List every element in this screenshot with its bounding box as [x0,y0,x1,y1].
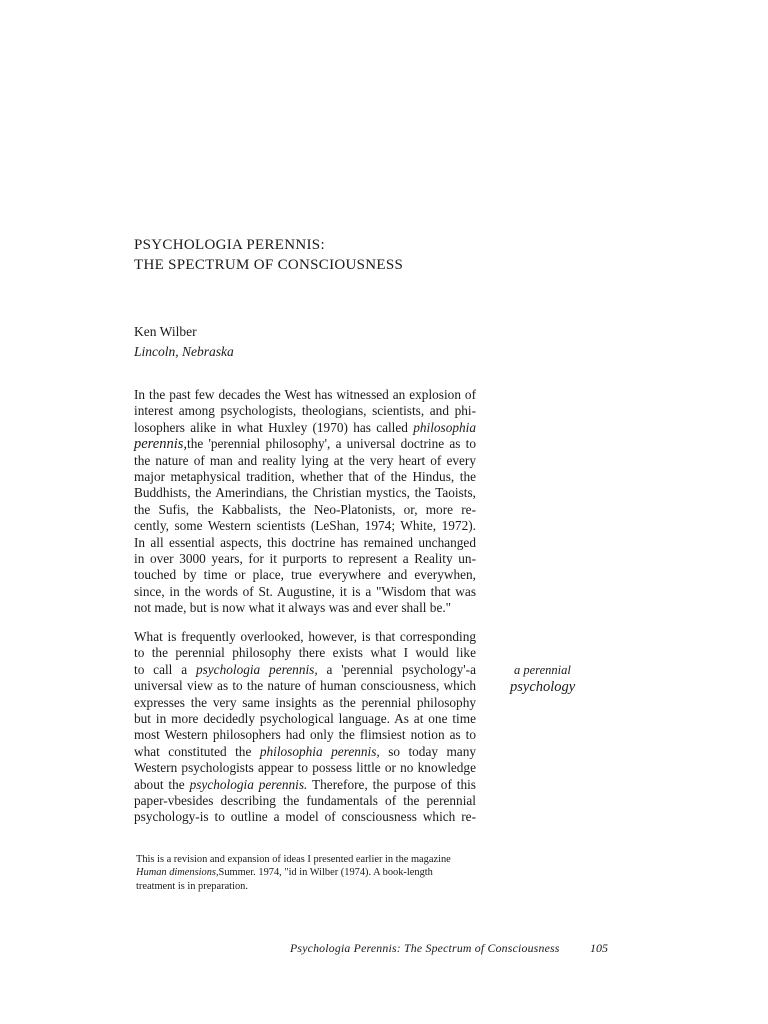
text-line: perennis,the 'perennial philosophy', a universal doctrine as to [134,436,476,453]
text-line: paper-vbesides describing the fundamentals of the perennial [134,793,476,809]
text-line: what constituted the philosophia perennis, so today many [134,743,477,759]
text-line: Western psychologists appear to possess little or no knowledge [134,760,476,776]
text-line: cently, some Western scientists (LeShan, 1974; White, 1972). [134,518,476,534]
text-line: to the perennial philosophy there exists what I would like [134,645,476,661]
running-footer: Psychologia Perennis: The Spectrum of Consciousness [290,941,560,955]
text-line: to call a psychologia perennis, a 'perennial psychology'-a [134,661,476,677]
paragraph-2 [134,629,476,826]
author-affiliation: Lincoln, Nebraska [134,344,234,359]
paragraph-1 [134,387,476,617]
text-line: the nature of man and reality lying at the very heart of every [134,452,476,468]
margin-note [510,662,640,696]
title-line-1: PSYCHOLOGIA PERENNIS: [134,237,325,253]
text-line: since, in the words of St. Augustine, it is a "Wisdom that was [134,583,476,599]
text-line: interest among psychologists, theologians, scientists, and phi- [134,403,476,419]
text-line: most Western philosophers had only the flimsiest notion as to [134,727,476,743]
text-line: expresses the very same insights as the perennial philosophy [134,694,476,710]
footnote-line: Human dimensions,Summer. 1974, "id in Wilber (1974). A book-length [136,867,433,879]
author-name: Ken Wilber [134,324,197,339]
text-line: losophers alike in what Huxley (1970) has called philosophia [134,419,477,435]
text-line: Buddhists, the Amerindians, the Christian mystics, the Taoists, [134,485,476,501]
margin-note-line-2: psychology [510,679,576,695]
title-line-2: THE SPECTRUM OF CONSCIOUSNESS [134,257,404,273]
footnote-line: This is a revision and expansion of ideas I presented earlier in the magazine [136,854,451,865]
footnote-line: treatment is in preparation. [136,880,248,892]
text-line: psychology-is to outline a model of consciousness which re- [134,809,476,825]
text-line: the Sufis, the Kabbalists, the Neo-Platonists, or, more re- [134,501,476,517]
text-line: about the psychologia perennis. Therefore, the purpose of this [134,776,476,792]
page-number: 105 [590,941,608,955]
text-line: In the past few decades the West has witnessed an explosion of [134,387,476,402]
text-line: In all essential aspects, this doctrine has remained unchanged [134,534,476,550]
text-line: touched by time or place, true everywhere and everywhen, [134,567,476,583]
text-line: in over 3000 years, for it purports to represent a Reality un- [134,551,476,567]
text-line: major metaphysical tradition, whether that of the Hindus, the [134,469,476,485]
text-line: not made, but is now what it always was and ever shall be." [134,600,452,616]
margin-note-line-1: a perennial [514,663,571,677]
text-line: but in more decidedly psychological language. As at one time [134,711,476,727]
footnote [136,853,478,893]
author-block [134,322,234,362]
text-line: universal view as to the nature of human consciousness, which [134,678,476,694]
text-line: What is frequently overlooked, however, is that corresponding [134,629,476,644]
article-title [134,235,403,275]
